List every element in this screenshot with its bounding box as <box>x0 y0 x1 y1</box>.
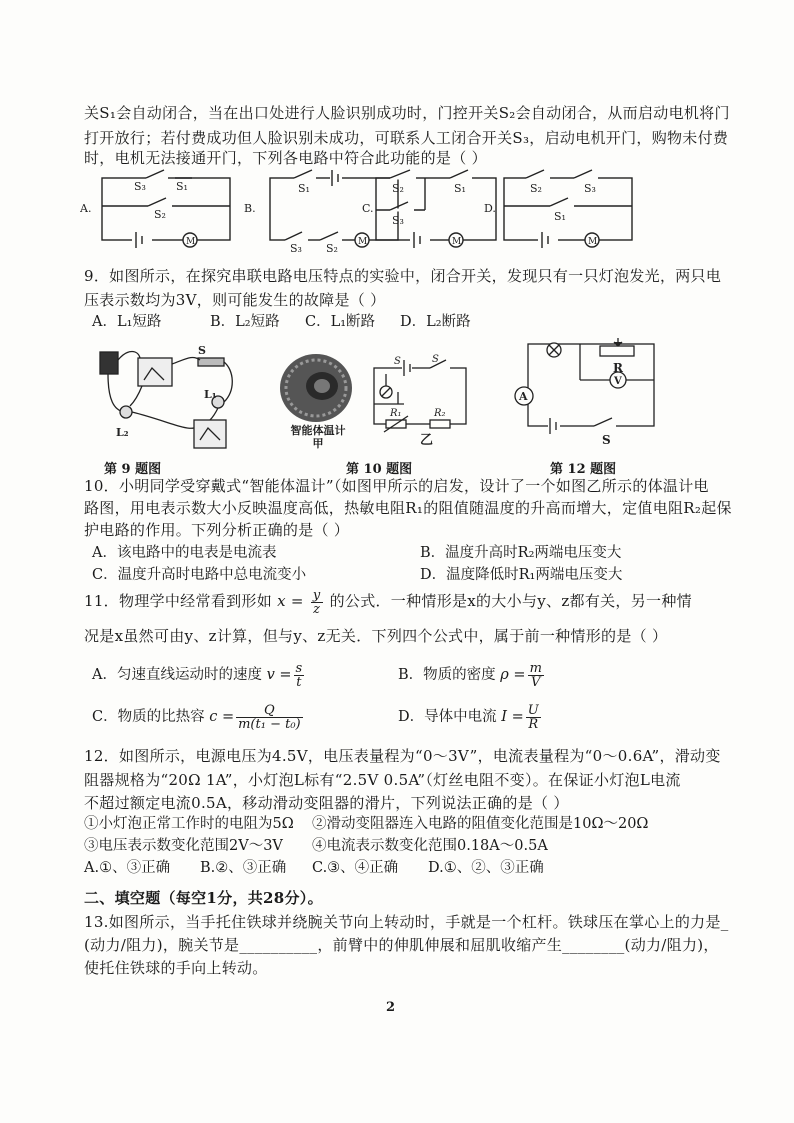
q11-formula-lhs: x = <box>277 592 304 610</box>
q10-option-b: B．温度升高时R₂两端电压变大 <box>420 545 622 561</box>
page-number: 2 <box>386 1000 396 1015</box>
fig12-a-label: A <box>519 390 528 403</box>
q8-a-s3-label: S₃ <box>134 180 146 193</box>
q8-d-s3-label: S₃ <box>584 182 596 195</box>
q8-c-s2-label: S₂ <box>392 182 404 195</box>
q12-option-c: C.③、④正确 <box>312 860 399 876</box>
q11-option-c-fraction <box>236 704 303 731</box>
q8-b-motor-label: M <box>358 237 368 247</box>
q11-option-d-fraction <box>526 704 541 731</box>
fig9-l2-label: L₂ <box>116 426 129 439</box>
q11-option-d-lhs: I = <box>501 709 524 725</box>
figure-10-yi <box>368 352 472 448</box>
q11-formula-num: y <box>312 587 321 603</box>
q8-option-b: B. <box>244 202 256 215</box>
q9-option-c: C．L₁断路 <box>305 314 376 330</box>
fig10-s-label: S <box>394 356 401 367</box>
q11-option-b-fraction <box>528 662 544 689</box>
q13-line2: (动力/阻力)，腕关节是__________，前臂中的伸肌伸展和屈肌收缩产生________(动力/阻力)， <box>84 936 719 954</box>
fig10-r1-label: R₁ <box>390 408 402 419</box>
q10-line2: 路图，用电表示数大小反映温度高低，热敏电阻R₁的阻值随温度的升高而增大，定值电阻R₂起保 <box>84 499 732 517</box>
q11-option-c-text: C．物质的比热容 <box>92 709 205 725</box>
fig10-yi-label: 乙 <box>420 433 434 448</box>
q11-formula-den: z <box>313 601 321 617</box>
q8-c-motor-label: M <box>452 237 462 247</box>
q9-option-a: A．L₁短路 <box>92 314 162 330</box>
q11-option-c-den: m(t₁ − t₀) <box>238 716 301 732</box>
q11-line1 <box>84 586 692 616</box>
figure-12 <box>508 332 658 450</box>
q9-option-d: D．L₂断路 <box>400 314 471 330</box>
q12-line2: 阻器规格为“20Ω 1A”，小灯泡L标有“2.5V 0.5A”（灯丝电阻不变）。在保证小灯泡L电流 <box>84 771 681 789</box>
q13-line1: 13.如图所示，当手托住铁球并绕腕关节向上转动时，手就是一个杠杆。铁球压在掌心上的力是_ <box>84 913 729 931</box>
fig10-r2-label: R₂ <box>434 408 446 419</box>
q11-line1-a: 11．物理学中经常看到形如 <box>84 592 272 610</box>
q13-line3: 使托住铁球的手向上转动。 <box>84 959 268 977</box>
q11-option-a-text: A．匀速直线运动时的速度 <box>92 667 262 683</box>
q11-option-c-lhs: c = <box>209 709 235 725</box>
q10-line1: 10．小明同学受穿戴式“智能体温计”（如图甲所示的启发，设计了一个如图乙所示的体温计电 <box>84 477 709 495</box>
q11-option-c-num: Q <box>236 704 303 718</box>
q11-option-d-text: D．导体中电流 <box>398 709 497 725</box>
q8-line3: 时，电机无法接通开门，下列各电路中符合此功能的是（ ） <box>84 149 487 167</box>
q8-option-a: A. <box>80 202 92 215</box>
q11-option-d-den: R <box>528 716 539 732</box>
q8-d-motor-label: M <box>588 237 598 247</box>
q8-line1: 关S₁会自动闭合，当在出口处进行人脸识别成功时，门控开关S₂会自动闭合，从而启动电机将门 <box>84 104 730 122</box>
q8-line2: 打开放行；若付费成功但人脸识别未成功，可联系人工闭合开关S₃，启动电机开门，购物未付费 <box>84 129 729 147</box>
q11-option-c <box>92 702 305 732</box>
q8-b-s3-label: S₃ <box>290 242 302 254</box>
fig9-caption: 第 9 题图 <box>104 462 162 477</box>
fig10-switch-label: S <box>432 354 439 365</box>
fig10-jia-line2: 甲 <box>312 437 324 450</box>
q8-b-s2-label: S₂ <box>326 242 338 254</box>
fig12-r-label: R <box>613 361 623 375</box>
q12-statement-3: ③电压表示数变化范围2V～3V <box>84 838 283 854</box>
figure-10-jia <box>276 352 356 426</box>
q11-option-a-fraction <box>294 662 305 689</box>
fig10-jia-label <box>280 424 356 450</box>
q11-option-b-text: B．物质的密度 <box>398 667 496 683</box>
q8-option-d: D. <box>484 202 496 215</box>
fig12-s-label: S <box>602 433 611 447</box>
q11-option-a-lhs: v = <box>266 667 292 683</box>
q11-line2: 况是x虽然可由y、z计算，但与y、z无关．下列四个公式中，属于前一种情形的是（ ） <box>84 627 668 645</box>
q9-line2: 压表示数均为3V，则可能发生的故障是（ ） <box>84 291 386 309</box>
q12-line1: 12．如图所示，电源电压为4.5V，电压表量程为“0～3V”，电流表量程为“0～0.6A”，滑动变 <box>84 747 721 765</box>
q11-option-d <box>398 702 543 732</box>
q10-option-d: D．温度降低时R₁两端电压变大 <box>420 567 623 583</box>
q11-option-b-lhs: ρ = <box>500 667 526 683</box>
fig9-s-label: S <box>198 344 206 357</box>
q8-option-c: C. <box>362 202 374 215</box>
fig12-v-label: V <box>614 376 622 387</box>
fig10-jia-line1: 智能体温计 <box>290 424 346 437</box>
q11-option-a-den: t <box>296 674 302 690</box>
q11-option-a-num: s <box>295 660 303 676</box>
q12-statement-1: ①小灯泡正常工作时的电阻为5Ω <box>84 816 294 832</box>
q11-option-b-num: m <box>529 660 542 676</box>
q9-line1: 9．如图所示，在探究串联电路电压特点的实验中，闭合开关，发现只有一只灯泡发光，两只电 <box>84 267 722 285</box>
q8-c-s1-label: S₁ <box>454 182 466 195</box>
q8-a-s1-label: S₁ <box>176 180 188 193</box>
q8-d-s2-label: S₂ <box>530 182 542 195</box>
q11-option-b <box>398 660 546 690</box>
q8-circuits <box>80 166 640 254</box>
fig12-caption: 第 12 题图 <box>550 462 617 477</box>
q8-b-s1-label: S₁ <box>298 182 310 195</box>
fig10-caption: 第 10 题图 <box>346 462 413 477</box>
q10-option-a: A．该电路中的电表是电流表 <box>92 545 277 561</box>
q11-line1-b: 的公式．一种情形是x的大小与y、z都有关，另一种情 <box>329 592 692 610</box>
q11-formula-fraction <box>311 589 323 616</box>
q10-option-c: C．温度升高时电路中总电流变小 <box>92 567 307 583</box>
q9-option-b: B．L₂短路 <box>210 314 280 330</box>
q12-option-a: A.①、③正确 <box>84 860 171 876</box>
q12-statement-4: ④电流表示数变化范围0.18A～0.5A <box>312 838 548 854</box>
q12-statement-2: ②滑动变阻器连入电路的阻值变化范围是10Ω～20Ω <box>312 816 649 832</box>
fig9-l1-label: L₁ <box>204 388 217 401</box>
q11-option-d-num: U <box>527 702 539 718</box>
q10-line3: 护电路的作用。下列分析正确的是（ ） <box>84 521 350 539</box>
q11-option-a <box>92 660 306 690</box>
figure-9 <box>94 340 244 458</box>
q12-line3: 不超过额定电流0.5A，移动滑动变阻器的滑片，下列说法正确的是（ ） <box>84 794 569 812</box>
q8-d-s1-label: S₁ <box>554 210 566 223</box>
q8-c-s3-label: S₃ <box>392 214 404 227</box>
q12-option-b: B.②、③正确 <box>200 860 287 876</box>
q8-a-motor-label: M <box>186 237 196 247</box>
q8-a-s2-label: S₂ <box>154 208 166 221</box>
q11-option-b-den: V <box>531 674 541 690</box>
q12-option-d: D.①、②、③正确 <box>428 860 544 876</box>
section2-title: 二、填空题（每空1分，共28分）。 <box>84 889 323 907</box>
